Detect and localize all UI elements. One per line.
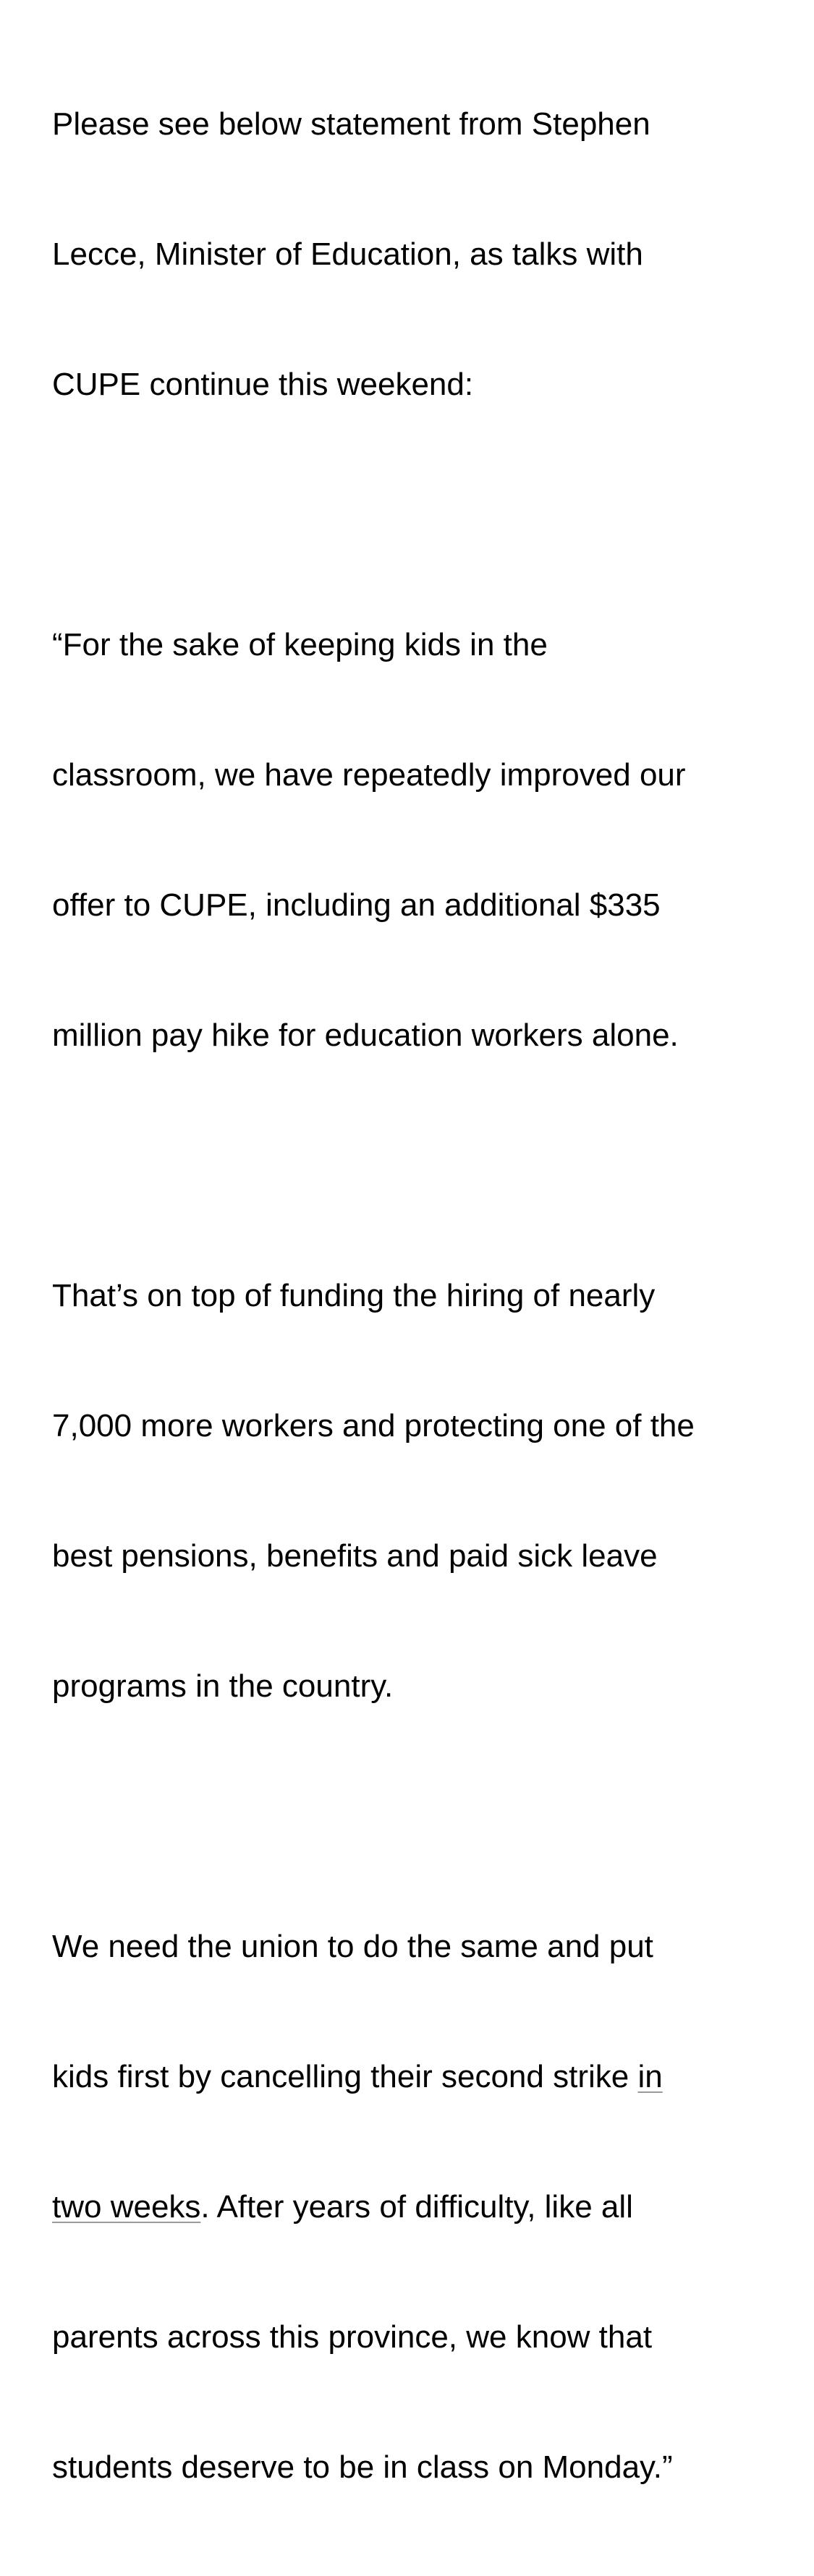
statement-document: [52, 16, 776, 2576]
text-line: programs in the country.: [52, 1668, 394, 1704]
quote-paragraph-funding: [52, 1187, 776, 1795]
intro-paragraph: [52, 16, 776, 493]
text-line: best pensions, benefits and paid sick leave: [52, 1538, 658, 1574]
text-fragment: kids first by cancelling their second strike: [52, 2059, 638, 2094]
text-line: Lecce, Minister of Education, as talks with: [52, 236, 643, 272]
text-line: [52, 2185, 776, 2229]
text-line: 7,000 more workers and protecting one of the: [52, 1408, 695, 1443]
text-line: classroom, we have repeatedly improved our: [52, 757, 686, 793]
text-line: parents across this province, we know that: [52, 2319, 653, 2355]
text-line: “For the sake of keeping kids in the: [52, 627, 548, 662]
date-link-part-1[interactable]: in: [637, 2059, 663, 2094]
text-line: CUPE continue this weekend:: [52, 367, 474, 402]
text-line: That’s on top of funding the hiring of nearly: [52, 1278, 656, 1313]
text-line: million pay hike for education workers alone.: [52, 1018, 679, 1053]
text-line: We need the union to do the same and put: [52, 1929, 653, 1964]
text-line: students deserve to be in class on Monday.”: [52, 2449, 673, 2485]
quote-paragraph-union: [52, 1838, 776, 2576]
text-line: offer to CUPE, including an additional $335: [52, 887, 661, 923]
date-link-part-2[interactable]: two weeks: [52, 2189, 201, 2225]
quote-paragraph-offer: [52, 537, 776, 1144]
text-line: Please see below statement from Stephen: [52, 106, 650, 142]
text-line: [52, 2055, 776, 2099]
text-fragment: . After years of difficulty, like all: [200, 2189, 633, 2225]
